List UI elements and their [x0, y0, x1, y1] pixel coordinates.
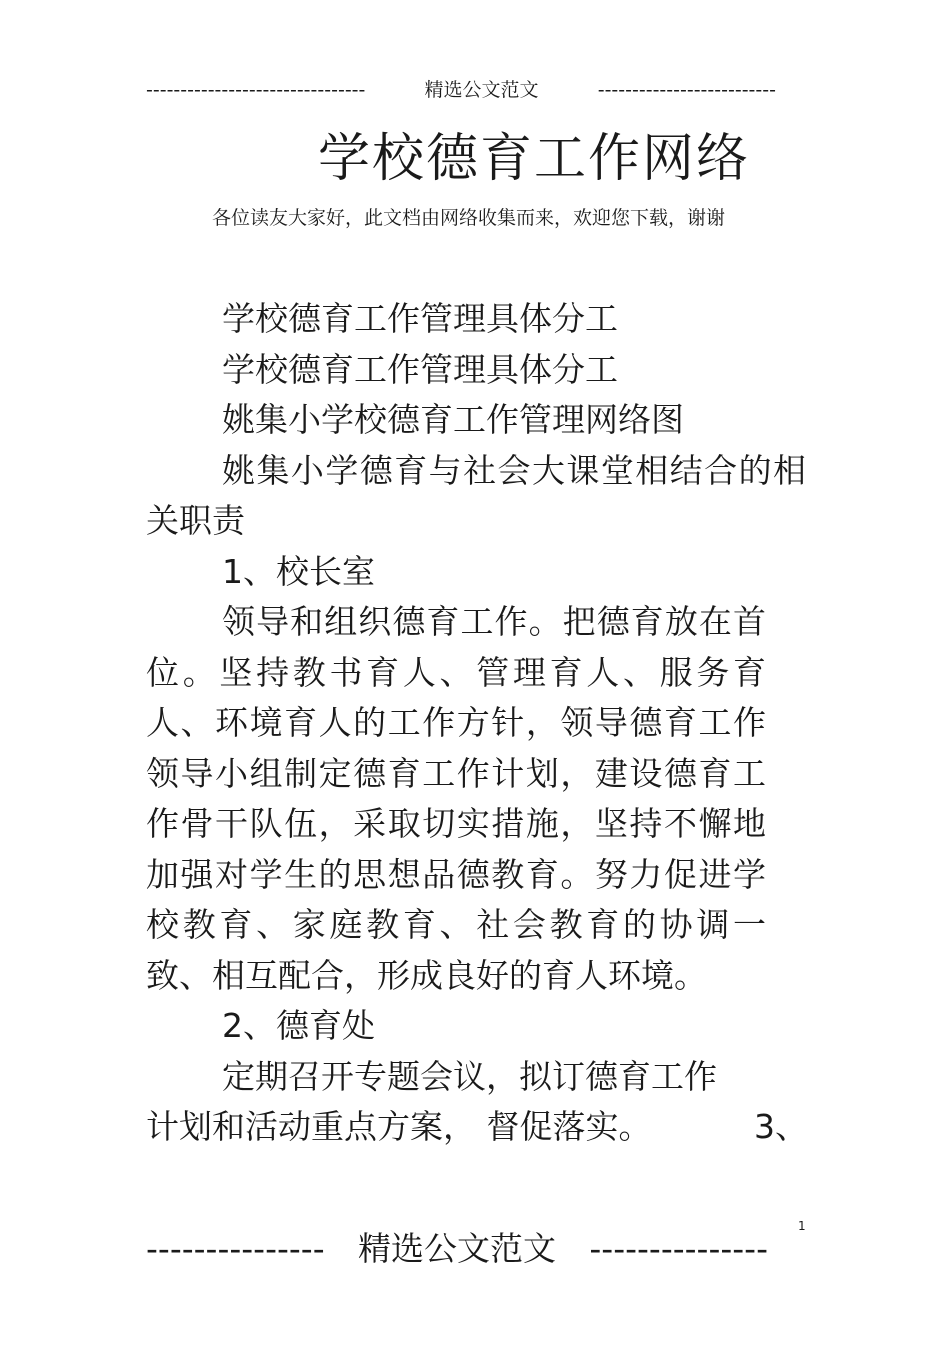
footer-left-dashes: ---------------	[146, 1229, 325, 1268]
header-label: 精选公文范文	[424, 79, 539, 101]
section-heading: 2、德育处	[222, 1006, 375, 1045]
body-paragraph: 姚集小学校德育工作管理网络图	[222, 400, 684, 439]
body-paragraph: 姚集小学德育与社会大课堂相结合的相关职责	[146, 450, 806, 540]
body-last-line-trailing: 3、	[754, 1107, 808, 1146]
section-heading: 1、校长室	[222, 551, 375, 591]
header-left-dashes: --------------------------------	[146, 79, 366, 101]
document-title: 学校德育工作网络	[318, 129, 751, 189]
body-paragraph: 定期召开专题会议，拟订德育工作	[222, 1056, 717, 1096]
body-paragraph: 领导和组织德育工作。把德育放在首位。坚持教书育人、管理育人、服务育人、环境育人的工作方针，领导德育工作领导小组制定德育工作计划，建设德育工作骨干队伍，采取切实措施，坚持不懈地加强对学生的思想品德教育。努力促进学校教育、家庭教育、社会教育的协调一致、相互配合，形成良好的育人环境。	[146, 602, 766, 995]
footer-right-dashes: ---------------	[589, 1229, 768, 1268]
body-last-line-text: 计划和活动重点方案， 督促落实。	[146, 1107, 652, 1146]
body-paragraph: 学校德育工作管理具体分工	[222, 299, 618, 338]
footer-label: 精选公文范文	[358, 1229, 556, 1268]
header-right-dashes: --------------------------	[597, 79, 776, 101]
document-subtitle: 各位读友大家好，此文档由网络收集而来，欢迎您下载，谢谢	[212, 207, 726, 229]
page-footer	[146, 1226, 768, 1272]
page-header	[146, 76, 776, 104]
page-number: 1	[798, 1219, 806, 1233]
document-body	[146, 294, 806, 1153]
body-paragraph: 学校德育工作管理具体分工	[222, 349, 618, 389]
body-last-line	[146, 1102, 808, 1153]
